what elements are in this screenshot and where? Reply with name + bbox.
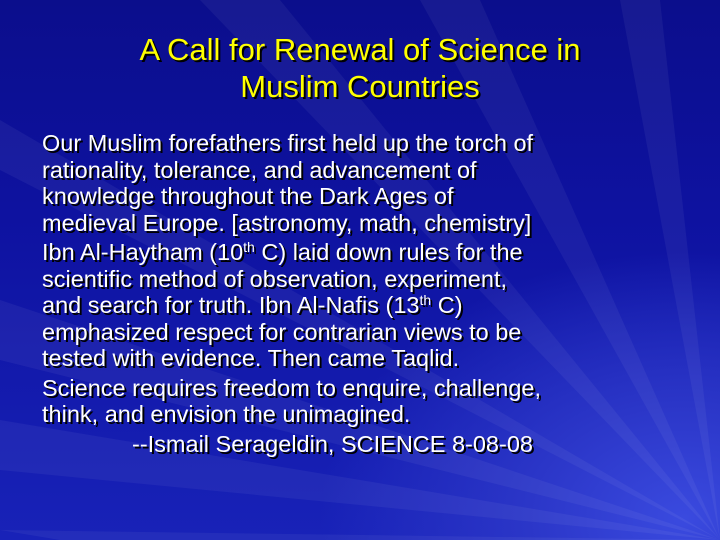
attribution: --Ismail Serageldin, SCIENCE 8-08-08: [132, 430, 533, 457]
title-line: Muslim Countries: [240, 69, 480, 104]
text-run: and search for truth. Ibn Al-Nafis (13: [42, 292, 420, 318]
text-line: tested with evidence. Then came Taqlid.: [42, 345, 460, 371]
paragraph-forefathers: [42, 130, 702, 236]
text-line: knowledge throughout the Dark Ages of: [42, 183, 454, 209]
text-line: [42, 239, 702, 266]
title-line: A Call for Renewal of Science in: [139, 32, 581, 67]
superscript: th: [419, 292, 432, 308]
text-line: rationality, tolerance, and advancement of: [42, 156, 477, 183]
text-line: Our Muslim forefathers first held up the torch of: [42, 130, 534, 156]
text-run: C) laid down rules for the: [254, 239, 523, 265]
text-run: C): [431, 292, 463, 318]
text-line: [42, 292, 702, 319]
superscript: th: [243, 239, 255, 255]
slide-body: [42, 130, 702, 457]
text-run: Ibn Al-Haytham (10: [42, 239, 244, 265]
paragraph-freedom: [42, 375, 702, 428]
text-line: medieval Europe. [astronomy, math, chemistry]: [42, 209, 532, 236]
slide-title: [40, 31, 680, 105]
text-line: emphasized respect for contrarian views to be: [42, 318, 522, 345]
paragraph-haytham: [42, 239, 702, 372]
text-line: scientific method of observation, experiment,: [42, 265, 508, 292]
text-line: think, and envision the unimagined.: [42, 401, 411, 427]
text-line: Science requires freedom to enquire, challenge,: [42, 374, 542, 401]
